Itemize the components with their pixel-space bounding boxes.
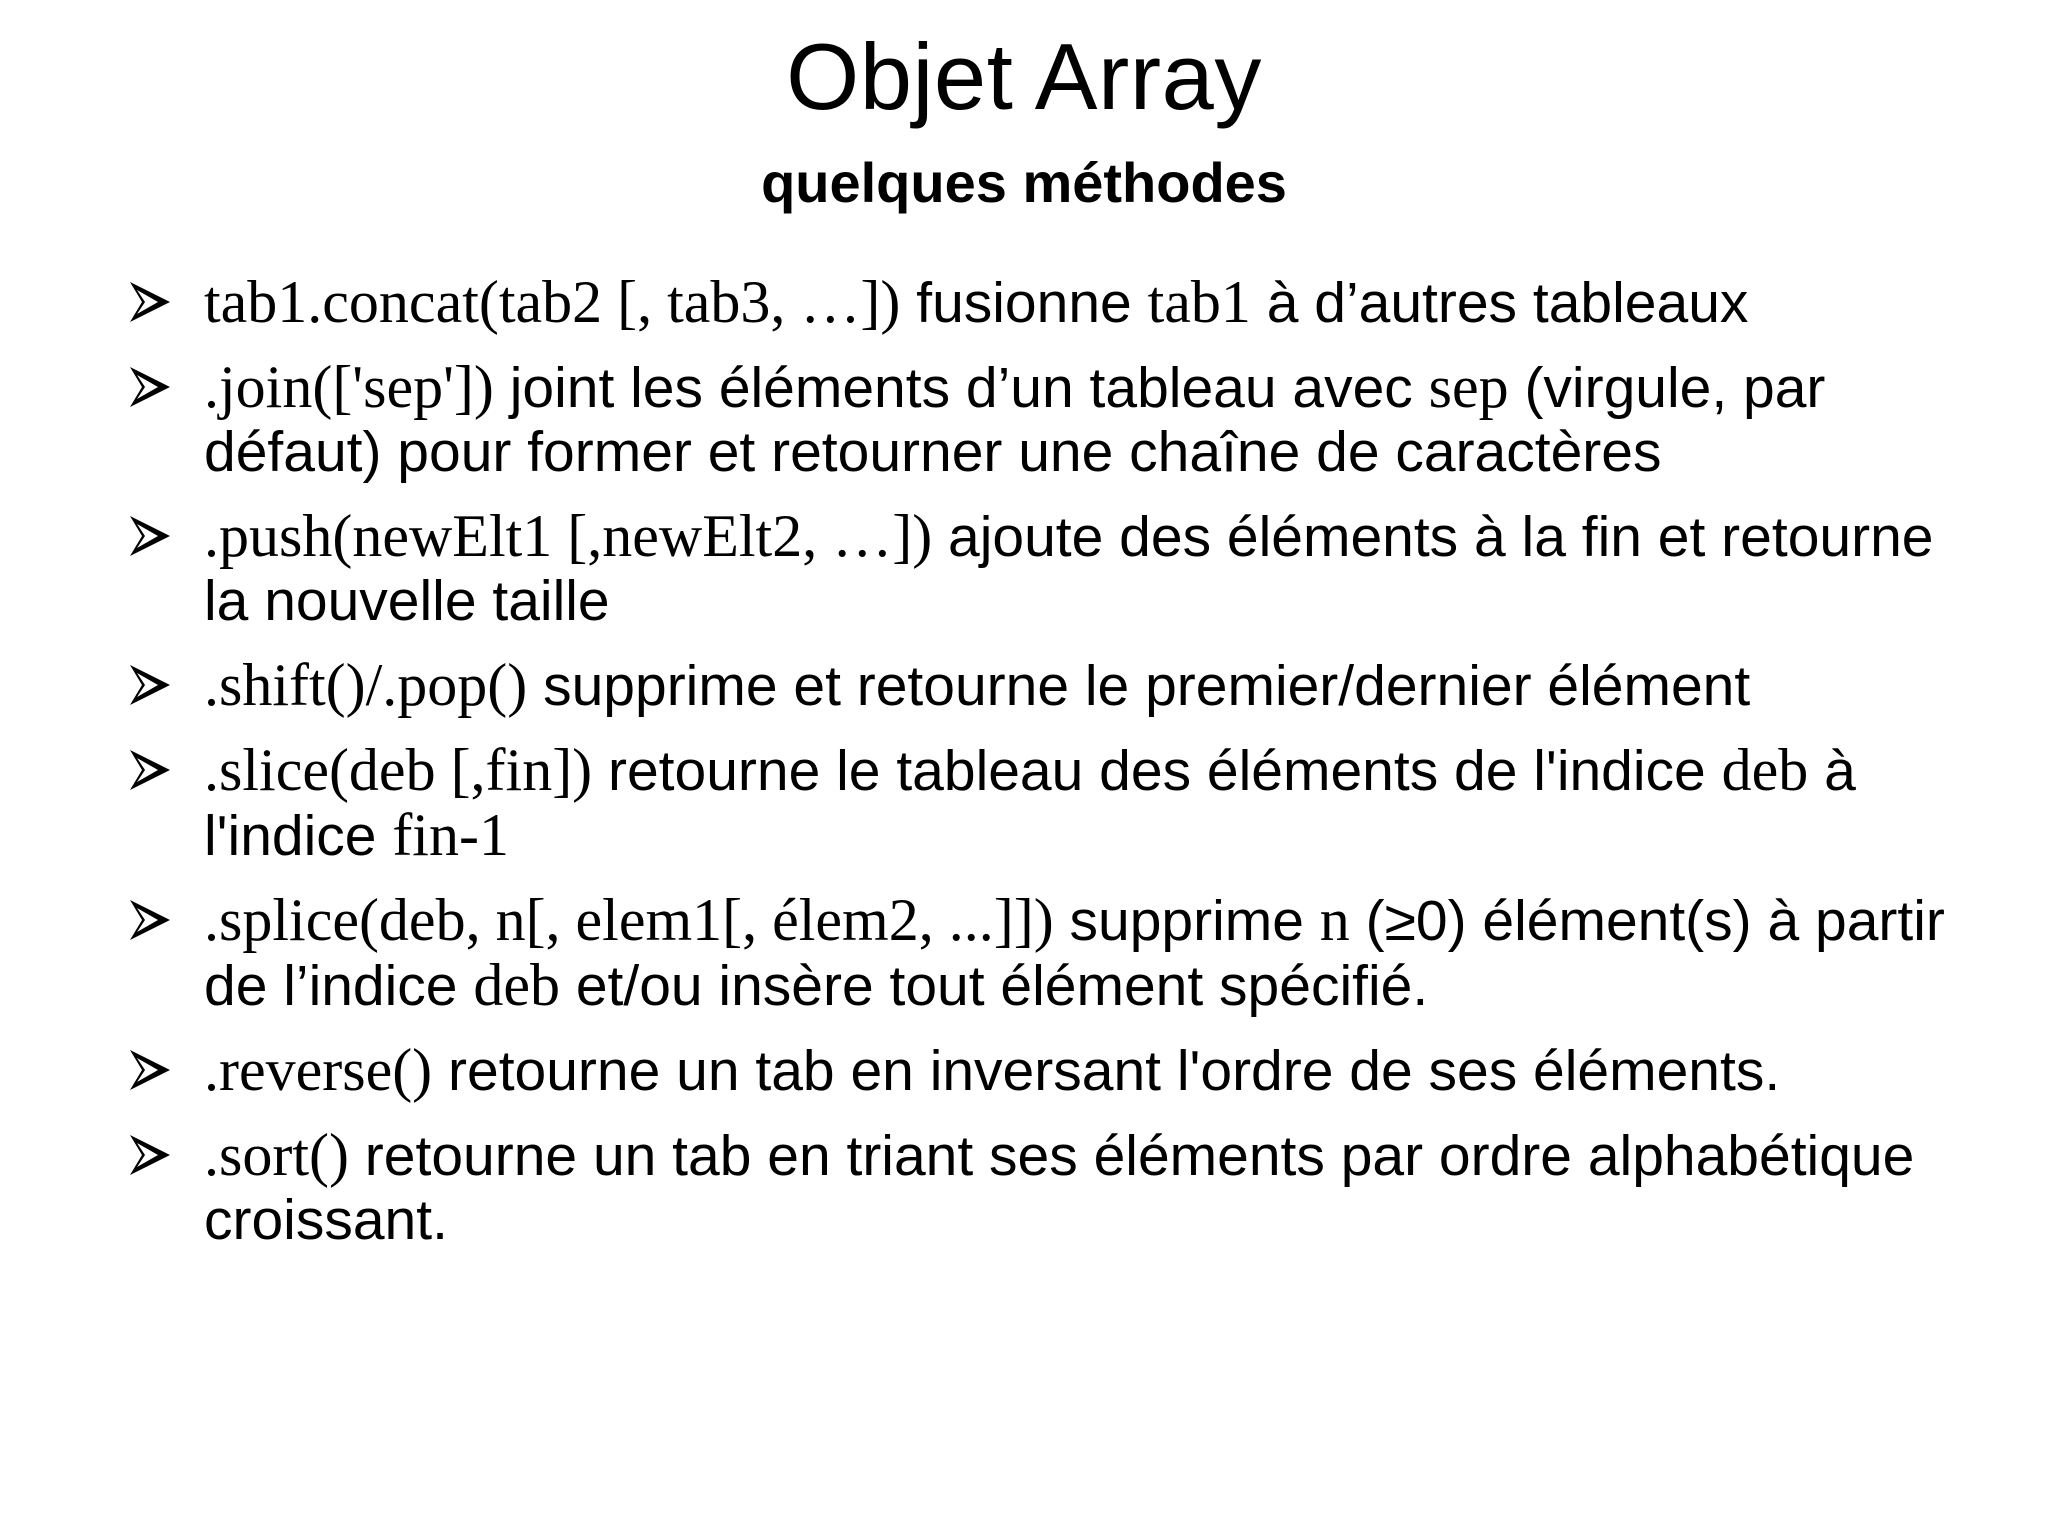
description-text: ajoute des éléments à la fin et retourne la nouvelle taille: [204, 505, 1934, 633]
description-text: retourne un tab en inversant l'ordre de ses éléments.: [432, 1039, 1781, 1103]
method-code: tab1.concat(tab2 [, tab3, …]): [204, 269, 901, 335]
method-code: fin-1: [392, 802, 509, 868]
method-code: .shift()/.pop(): [204, 652, 528, 718]
description-text: supprime: [1053, 889, 1320, 953]
arrow-bullet-icon: [128, 280, 172, 324]
bullet-list: [128, 270, 1988, 1272]
description-text: à d’autres tableaux: [1250, 271, 1749, 335]
method-code: .slice(deb [,fin]): [204, 737, 593, 803]
bullet-item: [128, 1038, 1988, 1103]
method-code: .reverse(): [204, 1037, 433, 1103]
description-text: fusionne: [900, 271, 1148, 335]
bullet-item: [128, 504, 1988, 633]
method-code: .sort(): [204, 1122, 349, 1188]
method-code: .push(newElt1 [,newElt2, …]): [204, 503, 933, 569]
arrow-bullet-icon: [128, 748, 172, 792]
bullet-item: [128, 888, 1988, 1018]
bullet-item: [128, 355, 1988, 484]
description-text: (virgule, par défaut) pour former et retourner une chaîne de caractères: [204, 356, 1826, 484]
arrow-bullet-icon: [128, 365, 172, 409]
slide-subtitle: quelques méthodes: [761, 151, 1287, 214]
description-text: et/ou insère tout élément spécifié.: [559, 954, 1429, 1018]
arrow-bullet-icon: [128, 898, 172, 942]
method-code: deb: [1721, 737, 1809, 803]
description-text: joint les éléments d’un tableau avec: [493, 356, 1429, 420]
bullet-item: [128, 653, 1988, 718]
method-code: .splice(deb, n[, elem1[, élem2, ...]]): [204, 887, 1054, 953]
method-code: sep: [1428, 354, 1509, 420]
description-text: retourne le tableau des éléments de l'indice: [592, 739, 1722, 803]
slide-title: Objet Array: [786, 24, 1262, 129]
method-code: n: [1319, 887, 1350, 953]
description-text: retourne un tab en triant ses éléments par ordre alphabétique croissant.: [204, 1124, 1915, 1252]
description-text: supprime et retourne le premier/dernier élément: [527, 654, 1751, 718]
method-code: deb: [473, 952, 560, 1018]
description-text: à l'indice: [204, 739, 1856, 868]
bullet-item: [128, 738, 1988, 868]
bullet-item: [128, 270, 1988, 335]
bullet-item: [128, 1123, 1988, 1252]
description-text: (≥0) élément(s) à partir de l’indice: [204, 889, 1945, 1018]
arrow-bullet-icon: [128, 1048, 172, 1092]
arrow-bullet-icon: [128, 514, 172, 558]
method-code: .join(['sep']): [204, 354, 494, 420]
arrow-bullet-icon: [128, 1133, 172, 1177]
method-code: tab1: [1147, 269, 1251, 335]
arrow-bullet-icon: [128, 663, 172, 707]
